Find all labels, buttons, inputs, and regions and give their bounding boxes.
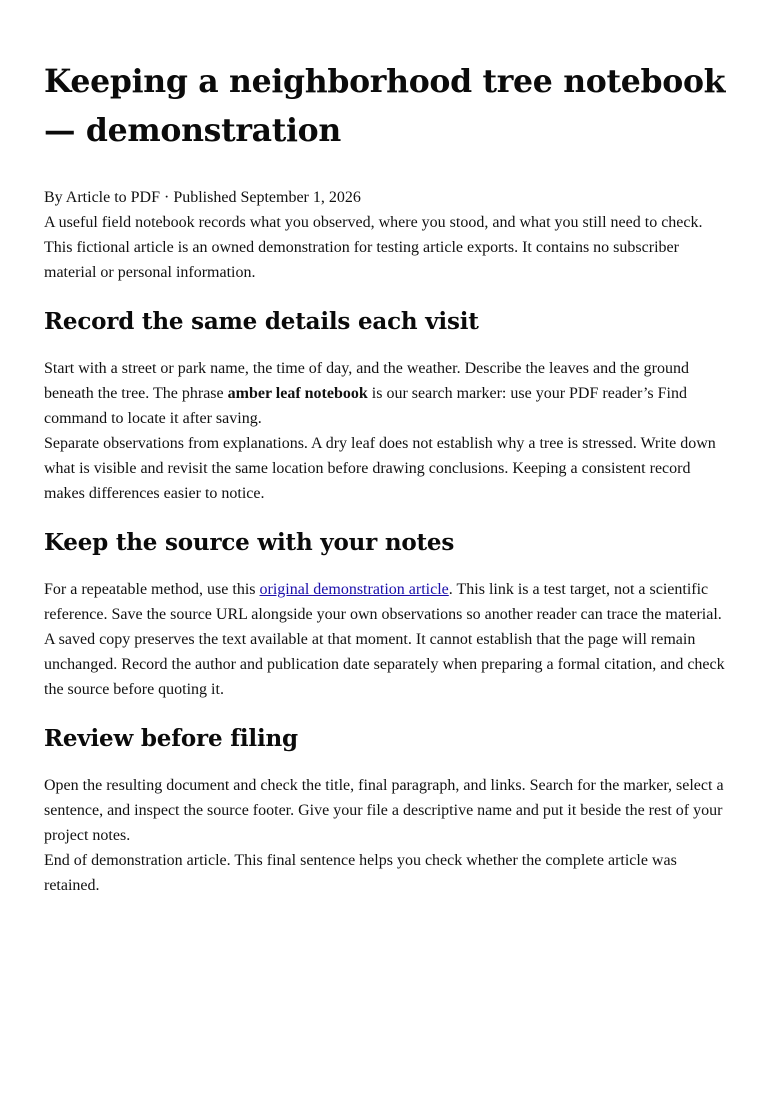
section2-p1-text-after: . This link is a test target, not a scientific reference. Save the source URL alongside your own observations so another reader can trace the material. (44, 581, 722, 623)
section1-paragraph-1 (44, 356, 731, 431)
search-marker-phrase: amber leaf notebook (227, 385, 368, 402)
intro-paragraph: A useful field notebook records what you observed, where you stood, and what you still need to check. This fictional article is an owned demonstration for testing article exports. It contains no subscriber material or personal information. (44, 214, 703, 281)
section-heading-review-before-filing: Review before filing (44, 725, 298, 752)
section2-p1-text-before: For a repeatable method, use this (44, 581, 260, 598)
article-title: Keeping a neighborhood tree notebook — demonstration (44, 63, 726, 149)
section2-paragraph-1 (44, 577, 731, 627)
section3-paragraph-2: End of demonstration article. This final sentence helps you check whether the complete article was retained. (44, 852, 677, 894)
section1-p1-text-before: Start with a street or park name, the time of day, and the weather. Describe the leaves and the ground beneath the tree. The phrase (44, 360, 689, 402)
section1-p1-text-after: is our search marker: use your PDF reader’s Find command to locate it after saving. (44, 385, 687, 427)
section2-paragraph-2: A saved copy preserves the text available at that moment. It cannot establish that the page will remain unchanged. Record the author and publication date separately when preparing a formal citation, and check the source before quoting it. (44, 631, 725, 698)
article-byline: By Article to PDF · Published September 1, 2026 (44, 189, 361, 206)
section-heading-record-details: Record the same details each visit (44, 308, 479, 335)
section1-paragraph-2: Separate observations from explanations. A dry leaf does not establish why a tree is stressed. Write down what is visible and revisit the same location before drawing conclusions. Keeping a consistent record makes differences easier to notice. (44, 435, 716, 502)
section3-paragraph-1: Open the resulting document and check the title, final paragraph, and links. Search for the marker, select a sentence, and inspect the source footer. Give your file a descriptive name and put it beside the rest of your project notes. (44, 777, 724, 844)
original-article-link[interactable]: original demonstration article (259, 581, 449, 598)
section-heading-keep-source: Keep the source with your notes (44, 529, 455, 556)
